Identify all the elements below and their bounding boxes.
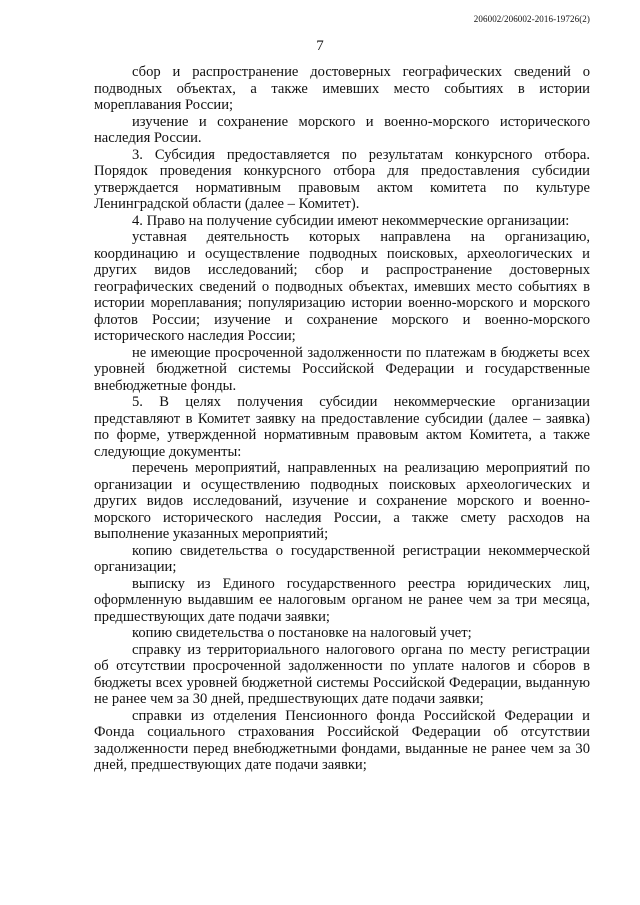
paragraph: справки из отделения Пенсионного фонда Российской Федерации и Фонда социального страхования Российской Федерации об отсутствии задолженности перед внебюджетными фондами, выданные не ранее чем за 30 дней, предшествующих дате подачи заявки; [94, 707, 590, 773]
paragraph: уставная деятельность которых направлена на организацию, координацию и осуществление подводных поисковых, археологических и других видов исследований; сбор и распространение достоверных географических сведений о подводных объектах, имевших место событиях в истории мореплавания; популяризацию истории военно-морского и морского флотов России; изучение и сохранение морского и военно-морского исторического наследия России; [94, 229, 590, 344]
paragraph: не имеющие просроченной задолженности по платежам в бюджеты всех уровней бюджетной системы Российской Федерации и государственные внебюджетные фонды. [94, 344, 590, 394]
paragraph: копию свидетельства о государственной регистрации некоммерческой организации; [94, 542, 590, 575]
paragraph: изучение и сохранение морского и военно-морского исторического наследия России. [94, 113, 590, 146]
paragraph: копию свидетельства о постановке на налоговый учет; [132, 625, 472, 641]
page-number: 7 [316, 38, 324, 54]
document-code: 206002/206002-2016-19726(2) [473, 14, 590, 24]
paragraph: 5. В целях получения субсидии некоммерческие организации представляют в Комитет заявку на предоставление субсидии (далее – заявка) по форме, утвержденной нормативным правовым актом Комитета, а также следующие документы: [94, 394, 590, 460]
paragraph: перечень мероприятий, направленных на реализацию мероприятий по организации и осуществлению подводных поисковых археологических и других видов исследований, изучение и сохранение морского и военно-морского исторического наследия России, а также смету расходов на выполнение указанных мероприятий; [94, 460, 590, 542]
paragraph: выписку из Единого государственного реестра юридических лиц, оформленную выдавшим ее налоговым органом не ранее чем за три месяца, предшествующих дате подачи заявки; [94, 575, 590, 625]
document-body [94, 64, 590, 774]
paragraph: 4. Право на получение субсидии имеют некоммерческие организации: [132, 212, 570, 229]
paragraph: сбор и распространение достоверных географических сведений о подводных объектах, а также имевших место событиях в истории мореплавания России; [94, 64, 590, 113]
paragraph: справку из территориального налогового органа по месту регистрации об отсутствии просроченной задолженности по уплате налогов и сборов в бюджеты всех уровней бюджетной системы Российской Федерации, выданную не ранее чем за 30 дней, предшествующих дате подачи заявки; [94, 641, 590, 707]
paragraph: 3. Субсидия предоставляется по результатам конкурсного отбора. Порядок проведения конкурсного отбора для предоставления субсидии утверждается нормативным правовым актом комитета по культуре Ленинградской области (далее – Комитет). [94, 146, 590, 212]
